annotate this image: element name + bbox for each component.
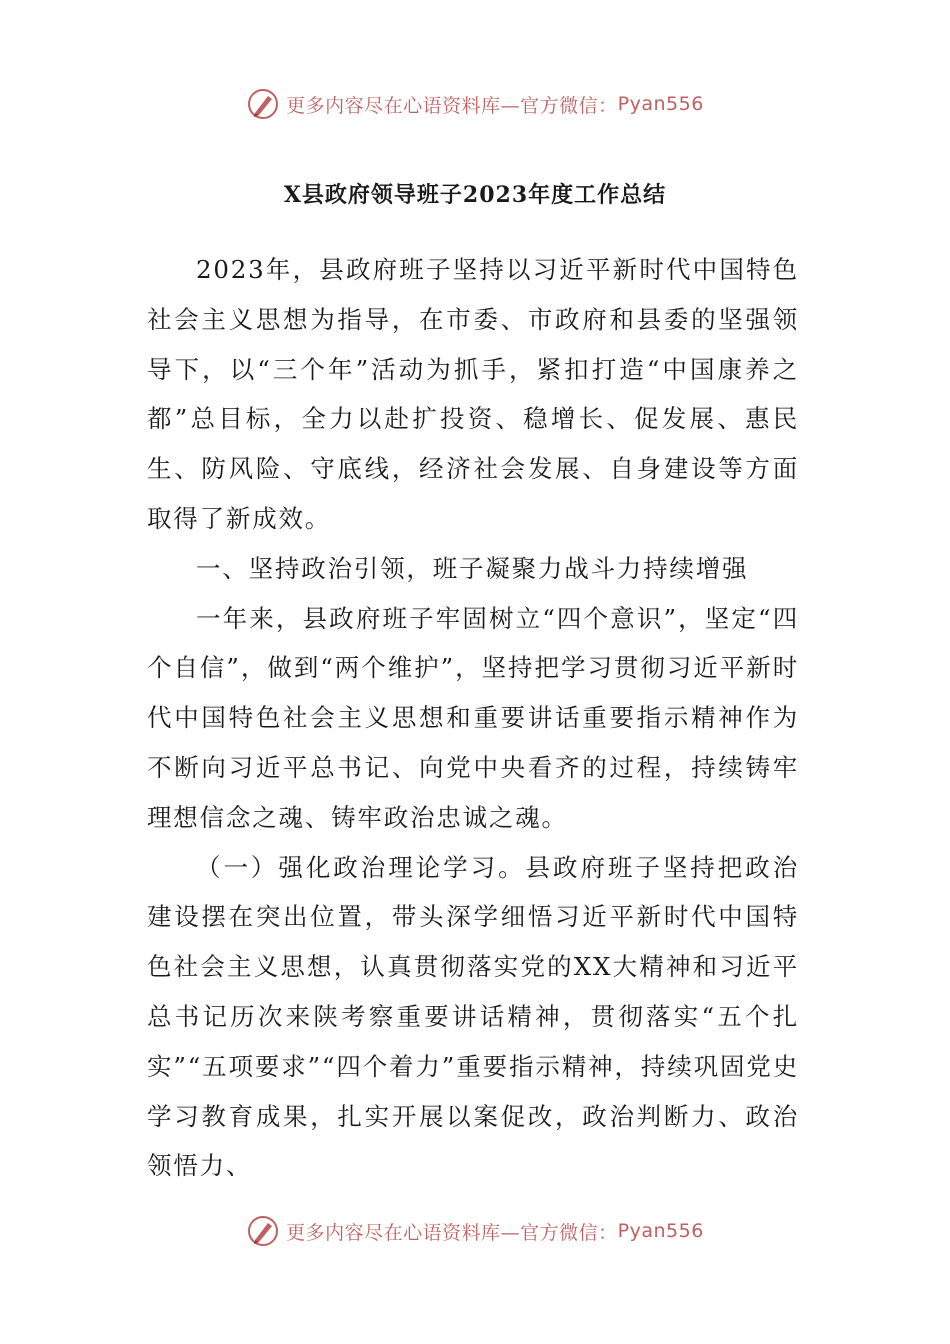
watermark-text: 更多内容尽在心语资料库—官方微信：	[286, 1221, 618, 1244]
document-body	[147, 245, 799, 1191]
pen-logo-icon	[246, 1214, 280, 1248]
wechat-id: Pyan556	[617, 1220, 704, 1242]
paragraph-subsection-1: （一）强化政治理论学习。县政府班子坚持把政治建设摆在突出位置，带头深学细悟习近平新时代中国特色社会主义思想，认真贯彻落实党的XX大精神和习近平总书记历次来陕考察重要讲话精神，贯彻落实“五个扎实”“五项要求”“四个着力”重要指示精神，持续巩固党史学习教育成果，扎实开展以案促改，政治判断力、政治领悟力、	[147, 852, 799, 1181]
wechat-id: Pyan556	[617, 93, 704, 115]
footer-watermark-banner	[0, 1211, 950, 1251]
watermark-text: 更多内容尽在心语资料库—官方微信：	[286, 94, 618, 117]
header-watermark-banner	[0, 84, 950, 124]
section-heading: 一、坚持政治引领，班子凝聚力战斗力持续增强	[196, 553, 749, 583]
pen-logo-icon	[246, 87, 280, 121]
paragraph-intro: 2023年，县政府班子坚持以习近平新时代中国特色社会主义思想为指导，在市委、市政府和县委的坚强领导下，以“三个年”活动为抓手，紧扣打造“中国康养之都”总目标，全力以赴扩投资、稳增长、促发展、惠民生、防风险、守底线，经济社会发展、自身建设等方面取得了新成效。	[147, 255, 799, 533]
document-title: X县政府领导班子2023年度工作总结	[283, 182, 667, 208]
paragraph-section-intro: 一年来，县政府班子牢固树立“四个意识”，坚定“四个自信”，做到“两个维护”，坚持把学习贯彻习近平新时代中国特色社会主义思想和重要讲话重要指示精神作为不断向习近平总书记、向党中央看齐的过程，持续铸牢理想信念之魂、铸牢政治忠诚之魂。	[147, 603, 799, 832]
